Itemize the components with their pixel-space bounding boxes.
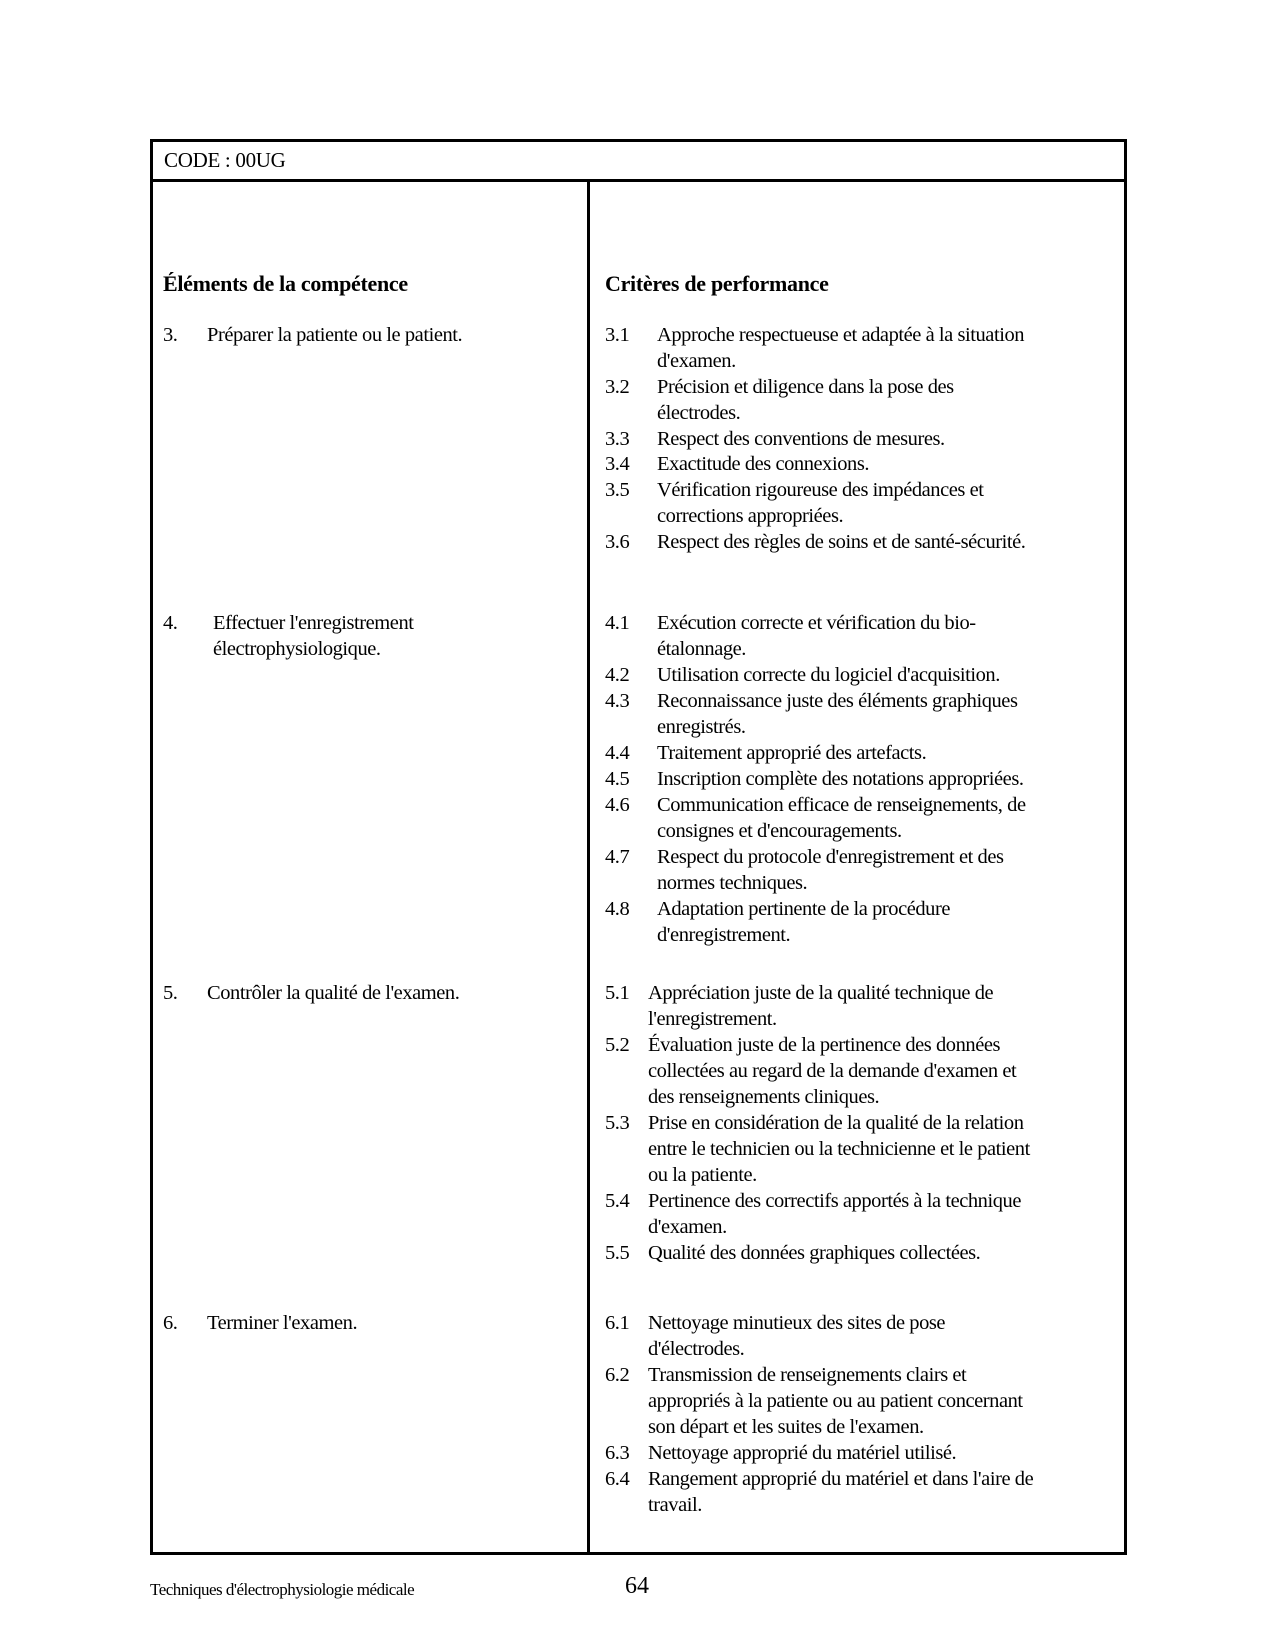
criterion-number: 4.3 xyxy=(605,690,630,712)
criterion-text: Inscription complète des notations appropriées. xyxy=(657,768,1024,790)
element-number: 4. xyxy=(163,612,178,634)
criterion-number: 3.4 xyxy=(605,453,630,475)
criterion-number: 4.1 xyxy=(605,612,630,634)
criterion-number: 4.8 xyxy=(605,898,630,920)
criterion-text: Vérification rigoureuse des impédances et xyxy=(657,479,984,501)
element-number: 3. xyxy=(163,324,178,346)
criterion-text: Pertinence des correctifs apportés à la technique xyxy=(648,1190,1021,1212)
element-text: Terminer l'examen. xyxy=(207,1312,358,1334)
criterion-text: d'examen. xyxy=(648,1216,727,1238)
criterion-text: normes techniques. xyxy=(657,872,808,894)
criterion-text: Reconnaissance juste des éléments graphiques xyxy=(657,690,1018,712)
criterion-number: 4.2 xyxy=(605,664,630,686)
criterion-text: entre le technicien ou la technicienne et le patient xyxy=(648,1138,1030,1160)
criterion-number: 5.3 xyxy=(605,1112,630,1134)
criterion-text: Adaptation pertinente de la procédure xyxy=(657,898,950,920)
criterion-text: Nettoyage minutieux des sites de pose xyxy=(648,1312,946,1334)
criterion-text: Utilisation correcte du logiciel d'acquisition. xyxy=(657,664,1000,686)
criterion-text: ou la patiente. xyxy=(648,1164,757,1186)
criterion-number: 6.2 xyxy=(605,1364,630,1386)
criterion-text: Exactitude des connexions. xyxy=(657,453,870,475)
criterion-text: corrections appropriées. xyxy=(657,505,844,527)
criterion-text: appropriés à la patiente ou au patient concernant xyxy=(648,1390,1023,1412)
criterion-number: 5.4 xyxy=(605,1190,630,1212)
element-number: 6. xyxy=(163,1312,178,1334)
column-divider xyxy=(587,179,590,1552)
element-text: Contrôler la qualité de l'examen. xyxy=(207,982,460,1004)
criterion-number: 3.3 xyxy=(605,428,630,450)
criterion-text: Évaluation juste de la pertinence des données xyxy=(648,1034,1001,1056)
criterion-text: Précision et diligence dans la pose des xyxy=(657,376,954,398)
criterion-text: d'électrodes. xyxy=(648,1338,745,1360)
element-text: électrophysiologique. xyxy=(213,638,381,660)
criterion-text: Respect des règles de soins et de santé-sécurité. xyxy=(657,531,1026,553)
criterion-number: 6.3 xyxy=(605,1442,630,1464)
criterion-text: Appréciation juste de la qualité technique de xyxy=(648,982,994,1004)
criterion-text: enregistrés. xyxy=(657,716,746,738)
criterion-text: collectées au regard de la demande d'examen et xyxy=(648,1060,1017,1082)
criterion-text: Respect des conventions de mesures. xyxy=(657,428,945,450)
element-text: Préparer la patiente ou le patient. xyxy=(207,324,463,346)
criterion-text: Nettoyage approprié du matériel utilisé. xyxy=(648,1442,957,1464)
criterion-number: 4.4 xyxy=(605,742,630,764)
competence-code: CODE : 00UG xyxy=(164,148,286,172)
criterion-number: 5.2 xyxy=(605,1034,630,1056)
footer-document-title: Techniques d'électrophysiologie médicale xyxy=(150,1580,415,1599)
elements-heading: Éléments de la compétence xyxy=(163,271,408,296)
criterion-text: étalonnage. xyxy=(657,638,746,660)
page-number: 64 xyxy=(625,1573,649,1599)
criterion-text: des renseignements cliniques. xyxy=(648,1086,880,1108)
criterion-text: d'examen. xyxy=(657,350,736,372)
criterion-text: consignes et d'encouragements. xyxy=(657,820,902,842)
criterion-number: 3.1 xyxy=(605,324,630,346)
criterion-number: 3.2 xyxy=(605,376,630,398)
criterion-text: Respect du protocole d'enregistrement et des xyxy=(657,846,1004,868)
criterion-text: électrodes. xyxy=(657,402,741,424)
criterion-text: Transmission de renseignements clairs et xyxy=(648,1364,967,1386)
criterion-number: 4.6 xyxy=(605,794,630,816)
criterion-number: 5.5 xyxy=(605,1242,630,1264)
criterion-text: travail. xyxy=(648,1494,702,1516)
element-text: Effectuer l'enregistrement xyxy=(213,612,414,634)
criterion-text: Traitement approprié des artefacts. xyxy=(657,742,927,764)
criterion-text: son départ et les suites de l'examen. xyxy=(648,1416,924,1438)
criterion-number: 6.1 xyxy=(605,1312,630,1334)
code-row xyxy=(153,142,1124,182)
criterion-number: 4.7 xyxy=(605,846,630,868)
criterion-number: 6.4 xyxy=(605,1468,630,1490)
criterion-text: Communication efficace de renseignements, de xyxy=(657,794,1026,816)
criterion-number: 5.1 xyxy=(605,982,630,1004)
criterion-number: 3.5 xyxy=(605,479,630,501)
criterion-text: Approche respectueuse et adaptée à la situation xyxy=(657,324,1025,346)
criterion-number: 4.5 xyxy=(605,768,630,790)
criterion-number: 3.6 xyxy=(605,531,630,553)
criterion-text: l'enregistrement. xyxy=(648,1008,777,1030)
criterion-text: Prise en considération de la qualité de la relation xyxy=(648,1112,1024,1134)
criterion-text: Qualité des données graphiques collectées. xyxy=(648,1242,981,1264)
criterion-text: Exécution correcte et vérification du bio- xyxy=(657,612,976,634)
criteria-heading: Critères de performance xyxy=(605,271,829,296)
criterion-text: d'enregistrement. xyxy=(657,924,791,946)
element-number: 5. xyxy=(163,982,178,1004)
criterion-text: Rangement approprié du matériel et dans l'aire de xyxy=(648,1468,1034,1490)
